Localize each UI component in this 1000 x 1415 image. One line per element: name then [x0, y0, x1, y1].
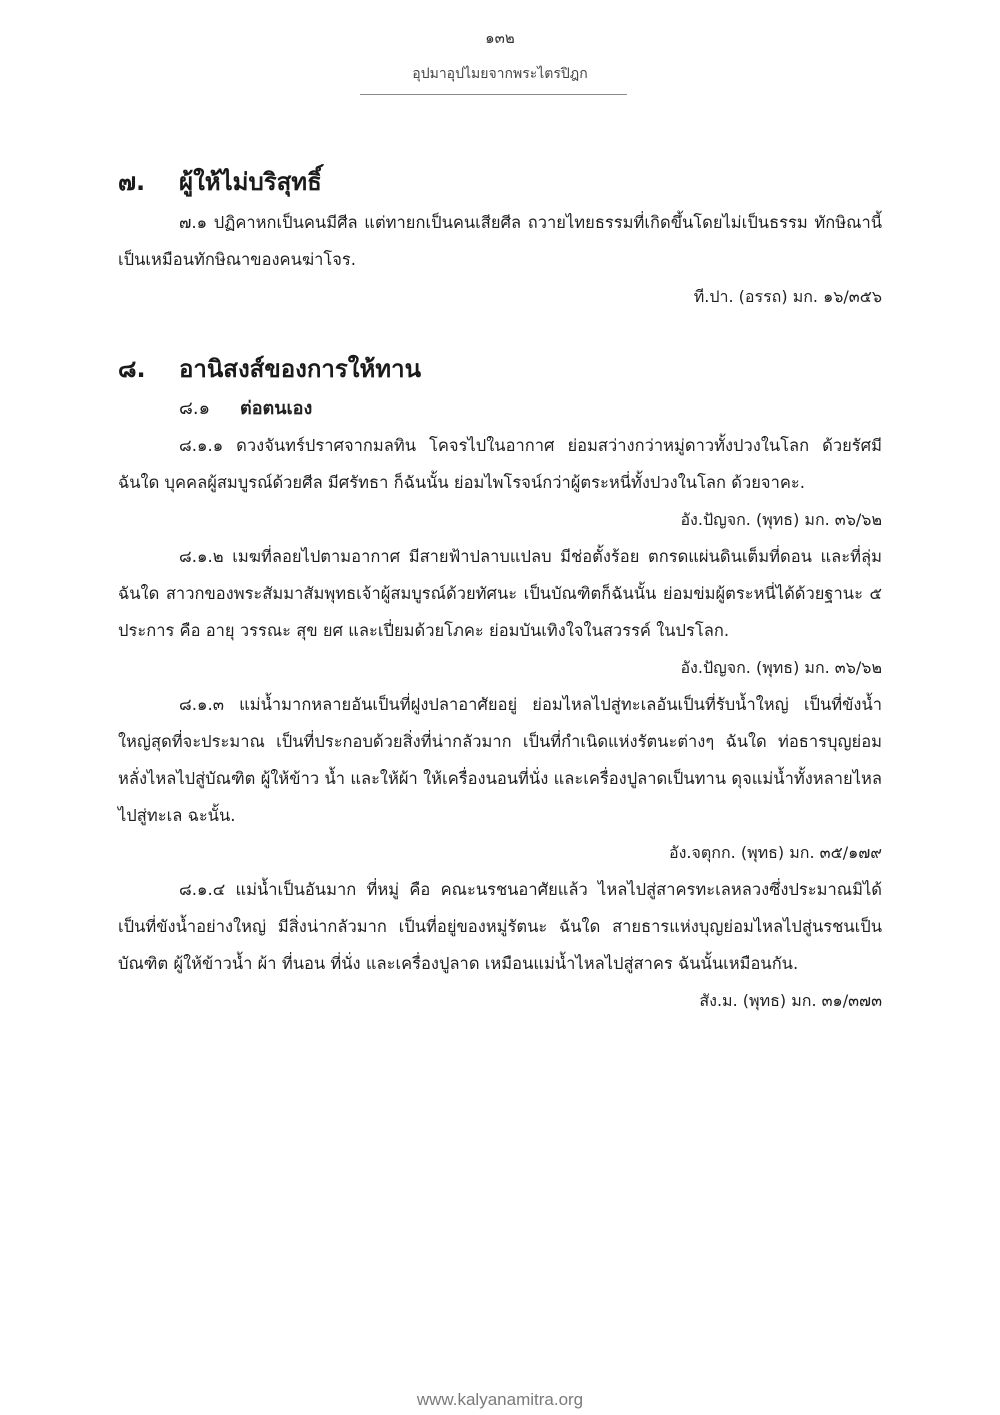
header-divider	[360, 94, 627, 95]
section-title: อานิสงส์ของการให้ทาน	[179, 355, 421, 383]
section-number: ๘.	[118, 355, 146, 383]
citation: อัง.จตุกก. (พุทธ) มก. ๓๕/๑๗๙	[669, 843, 882, 862]
paragraph: ๘.๑.๒ เมฆที่ลอยไปตามอากาศ มีสายฟ้าปลาบแปลบ มีช่อตั้งร้อย ตกรดแผ่นดินเต็มที่ดอน และที่ลุ่ม ฉันใด สาวกของพระสัมมาสัมพุทธเจ้าผู้สมบูรณ์ด้วยทัศนะ เป็นบัณฑิตก็ฉันนั้น ย่อมข่มผู้ตระหนี่ได้ด้วยฐานะ ๕ ประการ คือ อายุ วรรณะ สุข ยศ และเปี่ยมด้วยโภคะ ย่อมบันเทิงใจในสวรรค์ ในปรโลก.	[118, 547, 882, 640]
citation: สัง.ม. (พุทธ) มก. ๓๑/๓๗๓	[699, 991, 882, 1010]
page-number: ๑๓๒	[485, 29, 515, 47]
section-title: ผู้ให้ไม่บริสุทธิ์	[179, 168, 322, 196]
subsection-heading	[118, 391, 882, 427]
paragraph: ๘.๑.๓ แม่น้ำมากหลายอันเป็นที่ฝูงปลาอาศัยอยู่ ย่อมไหลไปสู่ทะเลอันเป็นที่รับน้ำใหญ่ เป็นที่ขังน้ำใหญ่สุดที่จะประมาณ เป็นที่ประกอบด้วยสิ่งที่น่ากลัวมาก เป็นที่กำเนิดแห่งรัตนะต่างๆ ฉันใด ท่อธารบุญย่อมหลั่งไหลไปสู่บัณฑิต ผู้ให้ข้าว น้ำ และให้ผ้า ให้เครื่องนอนที่นั่ง และเครื่องปูลาดเป็นทาน ดุจแม่น้ำทั้งหลายไหลไปสู่ทะเล ฉะนั้น.	[118, 695, 882, 825]
paragraph: ๘.๑.๑ ดวงจันทร์ปราศจากมลทิน โคจรไปในอากาศ ย่อมสว่างกว่าหมู่ดาวทั้งปวงในโลก ด้วยรัศมี ฉันใด บุคคลผู้สมบูรณ์ด้วยศีล มีศรัทธา ก็ฉันนั้น ย่อมไพโรจน์กว่าผู้ตระหนี่ทั้งปวงในโลก ด้วยจาคะ.	[118, 436, 882, 492]
footer-url[interactable]: www.kalyanamitra.org	[416, 1390, 584, 1409]
subsection-title: ต่อตนเอง	[240, 398, 313, 419]
section-heading	[118, 160, 882, 204]
section-heading	[118, 347, 882, 391]
citation: ที.ปา. (อรรถ) มก. ๑๖/๓๕๖	[693, 287, 882, 306]
section-number: ๗.	[118, 168, 146, 196]
running-title: อุปมาอุปไมยจากพระไตรปิฎก	[412, 66, 588, 82]
paragraph: ๘.๑.๔ แม่น้ำเป็นอันมาก ที่หมู่ คือ คณะนรชนอาศัยแล้ว ไหลไปสู่สาครทะเลหลวงซึ่งประมาณมิได้ เป็นที่ขังน้ำอย่างใหญ่ มีสิ่งน่ากลัวมาก เป็นที่อยู่ของหมู่รัตนะ ฉันใด สายธารแห่งบุญย่อมไหลไปสู่นรชนเป็นบัณฑิต ผู้ให้ข้าวน้ำ ผ้า ที่นอน ที่นั่ง และเครื่องปูลาด เหมือนแม่น้ำไหลไปสู่สาคร ฉันนั้นเหมือนกัน.	[118, 880, 882, 973]
citation: อัง.ปัญจก. (พุทธ) มก. ๓๖/๖๒	[680, 658, 882, 677]
page-content	[118, 160, 882, 1019]
section-8	[118, 347, 882, 1019]
section-7	[118, 160, 882, 315]
subsection-number: ๘.๑	[179, 398, 211, 419]
citation: อัง.ปัญจก. (พุทธ) มก. ๓๖/๖๒	[680, 510, 882, 529]
paragraph: ๗.๑ ปฏิคาหกเป็นคนมีศีล แต่ทายกเป็นคนเสียศีล ถวายไทยธรรมที่เกิดขึ้นโดยไม่เป็นธรรม ทักษิณานี้เป็นเหมือนทักษิณาของคนฆ่าโจร.	[118, 213, 882, 269]
